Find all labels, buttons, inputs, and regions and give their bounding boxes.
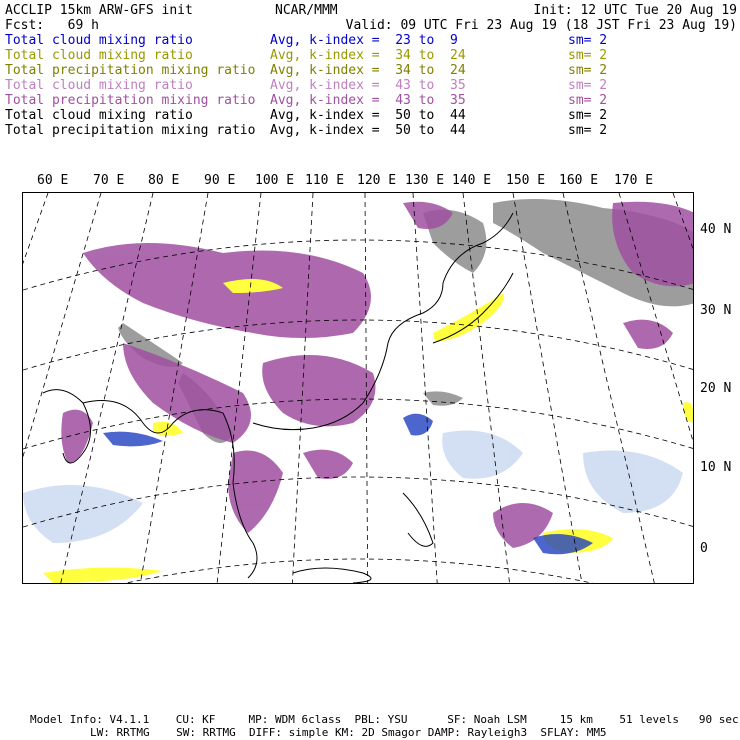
longitude-label: 70 E: [93, 173, 125, 188]
longitude-label: 130 E: [405, 173, 445, 188]
field-name: Total cloud mixing ratio: [5, 108, 193, 123]
field-avg: Avg, k-index = 50 to 44: [270, 123, 466, 138]
latitude-label: 0: [700, 541, 708, 556]
cloud-field-lightblue: [23, 431, 683, 544]
field-avg: Avg, k-index = 43 to 35: [270, 78, 466, 93]
longitude-label: 120 E: [357, 173, 397, 188]
header-line-2: [5, 18, 737, 33]
field-sm: sm= 2: [568, 48, 608, 63]
longitude-label: 90 E: [204, 173, 236, 188]
field-name: Total precipitation mixing ratio: [5, 123, 256, 138]
field-row: [5, 48, 737, 63]
field-sm: sm= 2: [568, 63, 608, 78]
longitude-label: 80 E: [148, 173, 180, 188]
model-title: ACCLIP 15km ARW-GFS init: [5, 3, 193, 18]
field-row: [5, 78, 737, 93]
valid-time: Valid: 09 UTC Fri 23 Aug 19 (18 JST Fri 23 Aug 19): [345, 18, 737, 33]
field-avg: Avg, k-index = 34 to 24: [270, 63, 466, 78]
latitude-label: 30 N: [700, 303, 732, 318]
field-sm: sm= 2: [568, 93, 608, 108]
field-row: [5, 123, 737, 138]
init-time: Init: 12 UTC Tue 20 Aug 19: [533, 3, 737, 18]
field-avg: Avg, k-index = 23 to 9: [270, 33, 458, 48]
longitude-label: 110 E: [305, 173, 345, 188]
field-avg: Avg, k-index = 50 to 44: [270, 108, 466, 123]
footer-model-info-2: LW: RRTMG SW: RRTMG DIFF: simple KM: 2D Smagor DAMP: Rayleigh3 SFLAY: MM5: [90, 726, 607, 739]
field-sm: sm= 2: [568, 108, 608, 123]
field-avg: Avg, k-index = 34 to 24: [270, 48, 466, 63]
longitude-label: 140 E: [452, 173, 492, 188]
latitude-label: 10 N: [700, 460, 732, 475]
map-panel: [22, 192, 694, 584]
longitude-label: 60 E: [37, 173, 69, 188]
meridian-line: [413, 193, 437, 584]
footer-model-info-1: Model Info: V4.1.1 CU: KF MP: WDM 6class PBL: YSU SF: Noah LSM 15 km 51 levels 90 sec: [30, 713, 739, 726]
longitude-label: 150 E: [506, 173, 546, 188]
field-row: [5, 63, 737, 78]
field-name: Total cloud mixing ratio: [5, 48, 193, 63]
field-sm: sm= 2: [568, 33, 608, 48]
header-line-1: [5, 3, 737, 18]
longitude-label: 170 E: [614, 173, 654, 188]
cloud-field-yellow: [43, 279, 694, 583]
field-name: Total precipitation mixing ratio: [5, 63, 256, 78]
field-name: Total cloud mixing ratio: [5, 33, 193, 48]
map-canvas: [23, 193, 694, 584]
field-row: [5, 33, 737, 48]
longitude-label: 100 E: [255, 173, 295, 188]
latitude-label: 40 N: [700, 222, 732, 237]
latitude-label: 20 N: [700, 381, 732, 396]
field-sm: sm= 2: [568, 78, 608, 93]
field-row: [5, 93, 737, 108]
field-row: [5, 108, 737, 123]
longitude-label: 160 E: [559, 173, 599, 188]
field-sm: sm= 2: [568, 123, 608, 138]
institution: NCAR/MMM: [275, 3, 338, 18]
field-name: Total precipitation mixing ratio: [5, 93, 256, 108]
field-name: Total cloud mixing ratio: [5, 78, 193, 93]
forecast-hour: Fcst: 69 h: [5, 18, 99, 33]
field-avg: Avg, k-index = 43 to 35: [270, 93, 466, 108]
